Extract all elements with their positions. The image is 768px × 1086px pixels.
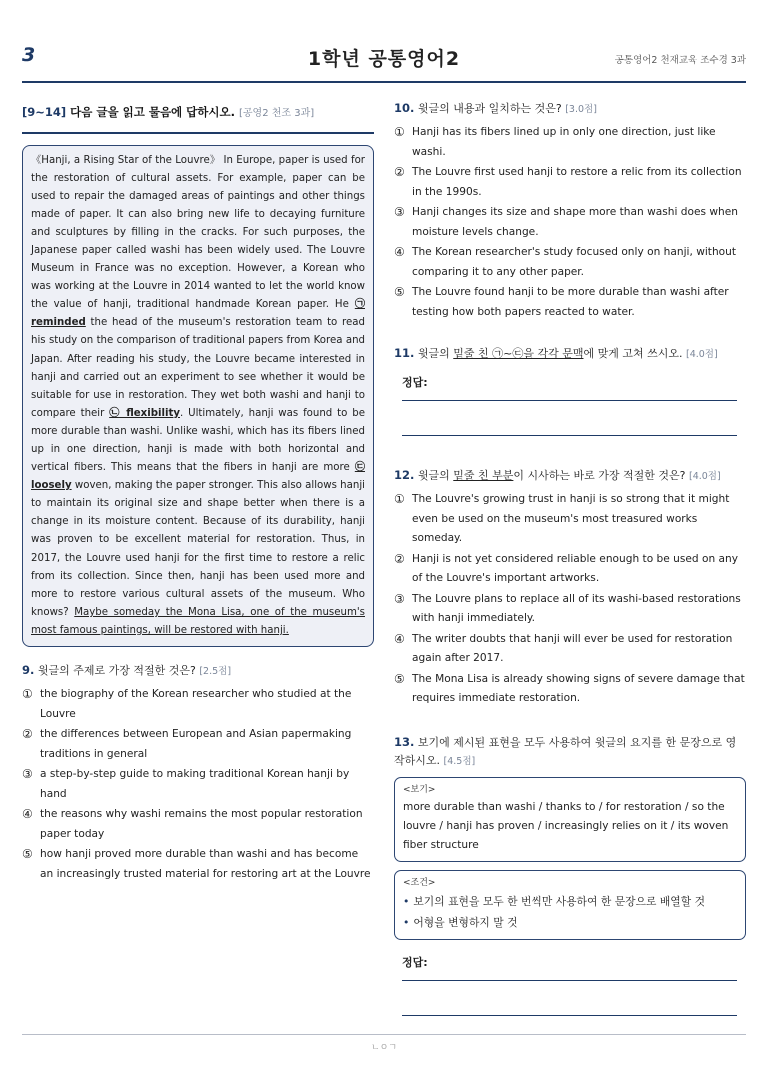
question-9-options: [22, 685, 374, 884]
question-10-points: [3.0점]: [565, 104, 597, 115]
answer-line-2[interactable]: [402, 435, 737, 436]
option-number: ④: [394, 631, 405, 646]
section-instruction: [22, 104, 374, 120]
option-5[interactable]: [394, 283, 746, 322]
option-text: a step-by-step guide to making traditional Korean hanji by hand: [40, 768, 350, 800]
passage-text-3: . Ultimately, hanji was found to be more durable than washi. Unlike washi, which has its fibers lined up in one direction, hanji is made with both horizontal and vertical fibers. This means that the fibers in hanji are more: [31, 407, 365, 474]
option-number: ⑤: [22, 847, 33, 862]
question-10-text: 윗글의 내용과 일치하는 것은?: [417, 102, 562, 115]
section-divider: [22, 132, 374, 134]
question-12-number: 12.: [394, 468, 415, 483]
option-number: ④: [394, 245, 405, 259]
question-10-options: [394, 123, 746, 322]
question-12-points: [4.0점]: [688, 471, 721, 483]
option-number: ③: [22, 767, 33, 782]
option-1[interactable]: [394, 123, 746, 162]
option-number: ②: [394, 165, 405, 179]
example-box-text: more durable than washi / thanks to / for restoration / so the louvre / hanji has proven / increasingly relies on it / its woven fiber structure: [403, 800, 729, 851]
option-text: The writer doubts that hanji will ever be used for restoration again after 2017.: [412, 632, 733, 665]
passage-text-1: 《Hanji, a Rising Star of the Louvre》 In Europe, paper is used for the restoration of cultural assets. For example, paper can be used to repair the damaged areas of paintings and other things made of paper. It can also bring new life to decaying furniture and sculptures by filling in the cracks. For such purposes, the Japanese paper called washi has been widely used. The Louvre Museum in France was no exception. However, a Korean who was working at the Louvre in 2014 wanted to let the world know the value of hanji, traditional handmade Korean paper. He: [31, 154, 365, 311]
left-column: [22, 104, 374, 885]
bullet-icon: •: [403, 915, 410, 929]
question-12-underlined: 밑줄 친 부분: [453, 469, 514, 483]
question-12-options: [394, 490, 746, 709]
marked-word-b: ㉡ flexibility: [109, 407, 180, 419]
option-4[interactable]: [394, 630, 746, 669]
option-text: The Louvre's growing trust in hanji is so strong that it might even be used on the museum's most treasured works someday.: [412, 493, 730, 545]
question-13-number: 13.: [394, 734, 415, 749]
question-10-prompt: [394, 99, 746, 119]
page-title: 1학년 공통영어2: [307, 48, 461, 70]
condition-text: 어형을 변형하지 말 것: [413, 915, 518, 929]
question-11-text-b: 에 맞게 고쳐 쓰시오.: [583, 347, 683, 360]
option-number: ④: [22, 807, 33, 822]
question-13-text: 보기에 제시된 표현을 모두 사용하여 윗글의 요지를 한 문장으로 영작하시오.: [394, 735, 737, 767]
condition-item: [403, 912, 737, 933]
option-text: the biography of the Korean researcher who studied at the Louvre: [40, 688, 352, 720]
option-text: Hanji is not yet considered reliable enough to be used on any of the Louvre's important artworks.: [412, 552, 739, 585]
option-number: ②: [394, 551, 405, 566]
option-1[interactable]: [22, 685, 374, 724]
option-2[interactable]: [394, 163, 746, 202]
option-number: ①: [394, 125, 405, 139]
answer-line-1[interactable]: [402, 980, 737, 981]
condition-box-label: <조건>: [403, 877, 436, 888]
question-9-prompt: [22, 661, 374, 681]
option-text: the differences between European and Asian papermaking traditions in general: [40, 728, 352, 760]
example-box-label: <보기>: [403, 784, 436, 795]
option-text: The Louvre plans to replace all of its washi-based restorations with hanji immediately.: [412, 592, 741, 625]
option-text: Hanji has its fibers lined up in only one direction, just like washi.: [412, 126, 716, 158]
condition-box: [394, 870, 746, 940]
page-header: [22, 44, 746, 74]
question-12-prompt: [394, 466, 746, 486]
option-5[interactable]: [394, 670, 746, 709]
header-divider: [22, 81, 746, 83]
option-3[interactable]: [394, 203, 746, 242]
answer-label: 정답:: [402, 955, 428, 969]
option-number: ①: [22, 687, 33, 702]
question-13-points: [4.5점]: [443, 755, 476, 767]
question-12-text-a: 윗글의: [417, 469, 450, 483]
option-2[interactable]: [394, 550, 746, 589]
question-11-underlined: 밑줄 친 ㉠~㉢을 각각 문맥: [453, 347, 584, 360]
option-4[interactable]: [394, 243, 746, 282]
option-3[interactable]: [22, 765, 374, 804]
question-12-text-b: 이 시사하는 바로 가장 적절한 것은?: [513, 469, 686, 483]
question-12: [394, 466, 746, 709]
option-3[interactable]: [394, 590, 746, 629]
option-number: ⑤: [394, 671, 405, 686]
marked-word-a: ㉠ reminded: [31, 299, 365, 329]
page-number: 3: [22, 44, 36, 66]
question-9-number: 9.: [22, 663, 35, 678]
bullet-icon: •: [403, 894, 410, 908]
condition-text: 보기의 표현을 모두 한 번씩만 사용하여 한 문장으로 배열할 것: [413, 894, 706, 908]
option-number: ③: [394, 591, 405, 606]
section-note: [공영2 천조 3과]: [239, 108, 315, 119]
question-range: [9~14]: [22, 105, 67, 119]
option-number: ②: [22, 727, 33, 742]
question-11-prompt: [394, 344, 746, 364]
option-number: ①: [394, 492, 405, 507]
option-text: The Louvre found hanji to be more durable than washi after testing how both papers reacted to water.: [412, 286, 729, 318]
option-text: Hanji changes its size and shape more than washi does when moisture levels change.: [412, 206, 738, 238]
question-10: [394, 99, 746, 322]
passage-text-4: woven, making the paper stronger. This also allows hanji to maintain its original size and shape better when there is a change in its moisture content. Because of its durability, hanji was proven to be excellent material for restoration. Thus, in 2017, the Louvre used hanji for the first time to restore a relic from its collection. Since then, hanji has been used more and more to restore various cultural assets of the museum. Who knows?: [31, 480, 365, 618]
option-number: ③: [394, 205, 405, 219]
question-11-points: [4.0점]: [685, 349, 718, 360]
underlined-sentence: Maybe someday the Mona Lisa, one of the museum's most famous paintings, will be restored with hanji.: [31, 606, 365, 636]
option-4[interactable]: [22, 805, 374, 844]
right-column: [394, 99, 746, 1016]
answer-label: 정답:: [402, 376, 428, 389]
answer-line-2[interactable]: [402, 1015, 737, 1016]
passage-text-2: the head of the museum's restoration team to read his study on the comparison of traditional papers from Korea and Japan. After reading his study, the Louvre became interested in hanji and carried out an experiment to see whether it would be suitable for use in restoration. They wet both washi and hanji to compare their: [31, 317, 365, 419]
question-13-prompt: [394, 733, 746, 771]
condition-item: [403, 891, 737, 912]
question-10-number: 10.: [394, 101, 415, 115]
option-text: how hanji proved more durable than washi and has become an increasingly trusted material for restoring art at the Louvre: [40, 848, 371, 880]
source-label: 공통영어2 천재교육 조수경 3과: [614, 55, 746, 66]
question-11-number: 11.: [394, 346, 415, 360]
option-5[interactable]: [22, 845, 374, 884]
instruction-text: 다음 글을 읽고 물음에 답하시오.: [70, 105, 235, 119]
question-11-text-a: 윗글의: [417, 347, 450, 360]
example-box: [394, 777, 746, 862]
option-number: ⑤: [394, 285, 405, 299]
question-13: [394, 733, 746, 1016]
option-1[interactable]: [394, 490, 746, 549]
answer-line-1[interactable]: [402, 400, 737, 401]
marked-word-c: ㉢ loosely: [31, 462, 365, 492]
question-11: [394, 344, 746, 436]
option-2[interactable]: [22, 725, 374, 764]
footer-divider: [22, 1034, 746, 1035]
question-9-text: 윗글의 주제로 가장 적절한 것은?: [37, 664, 196, 678]
option-text: The Korean researcher's study focused only on hanji, without comparing it to any other paper.: [412, 246, 737, 278]
option-text: The Louvre first used hanji to restore a relic from its collection in the 1990s.: [412, 166, 742, 198]
option-text: the reasons why washi remains the most popular restoration paper today: [40, 808, 363, 840]
question-9-points: [2.5점]: [199, 666, 232, 678]
question-9: [22, 661, 374, 884]
footer-text: ㄴㅇㄱ: [370, 1043, 398, 1053]
reading-passage: [22, 145, 374, 648]
option-text: The Mona Lisa is already showing signs of severe damage that requires immediate restoration.: [412, 672, 745, 705]
